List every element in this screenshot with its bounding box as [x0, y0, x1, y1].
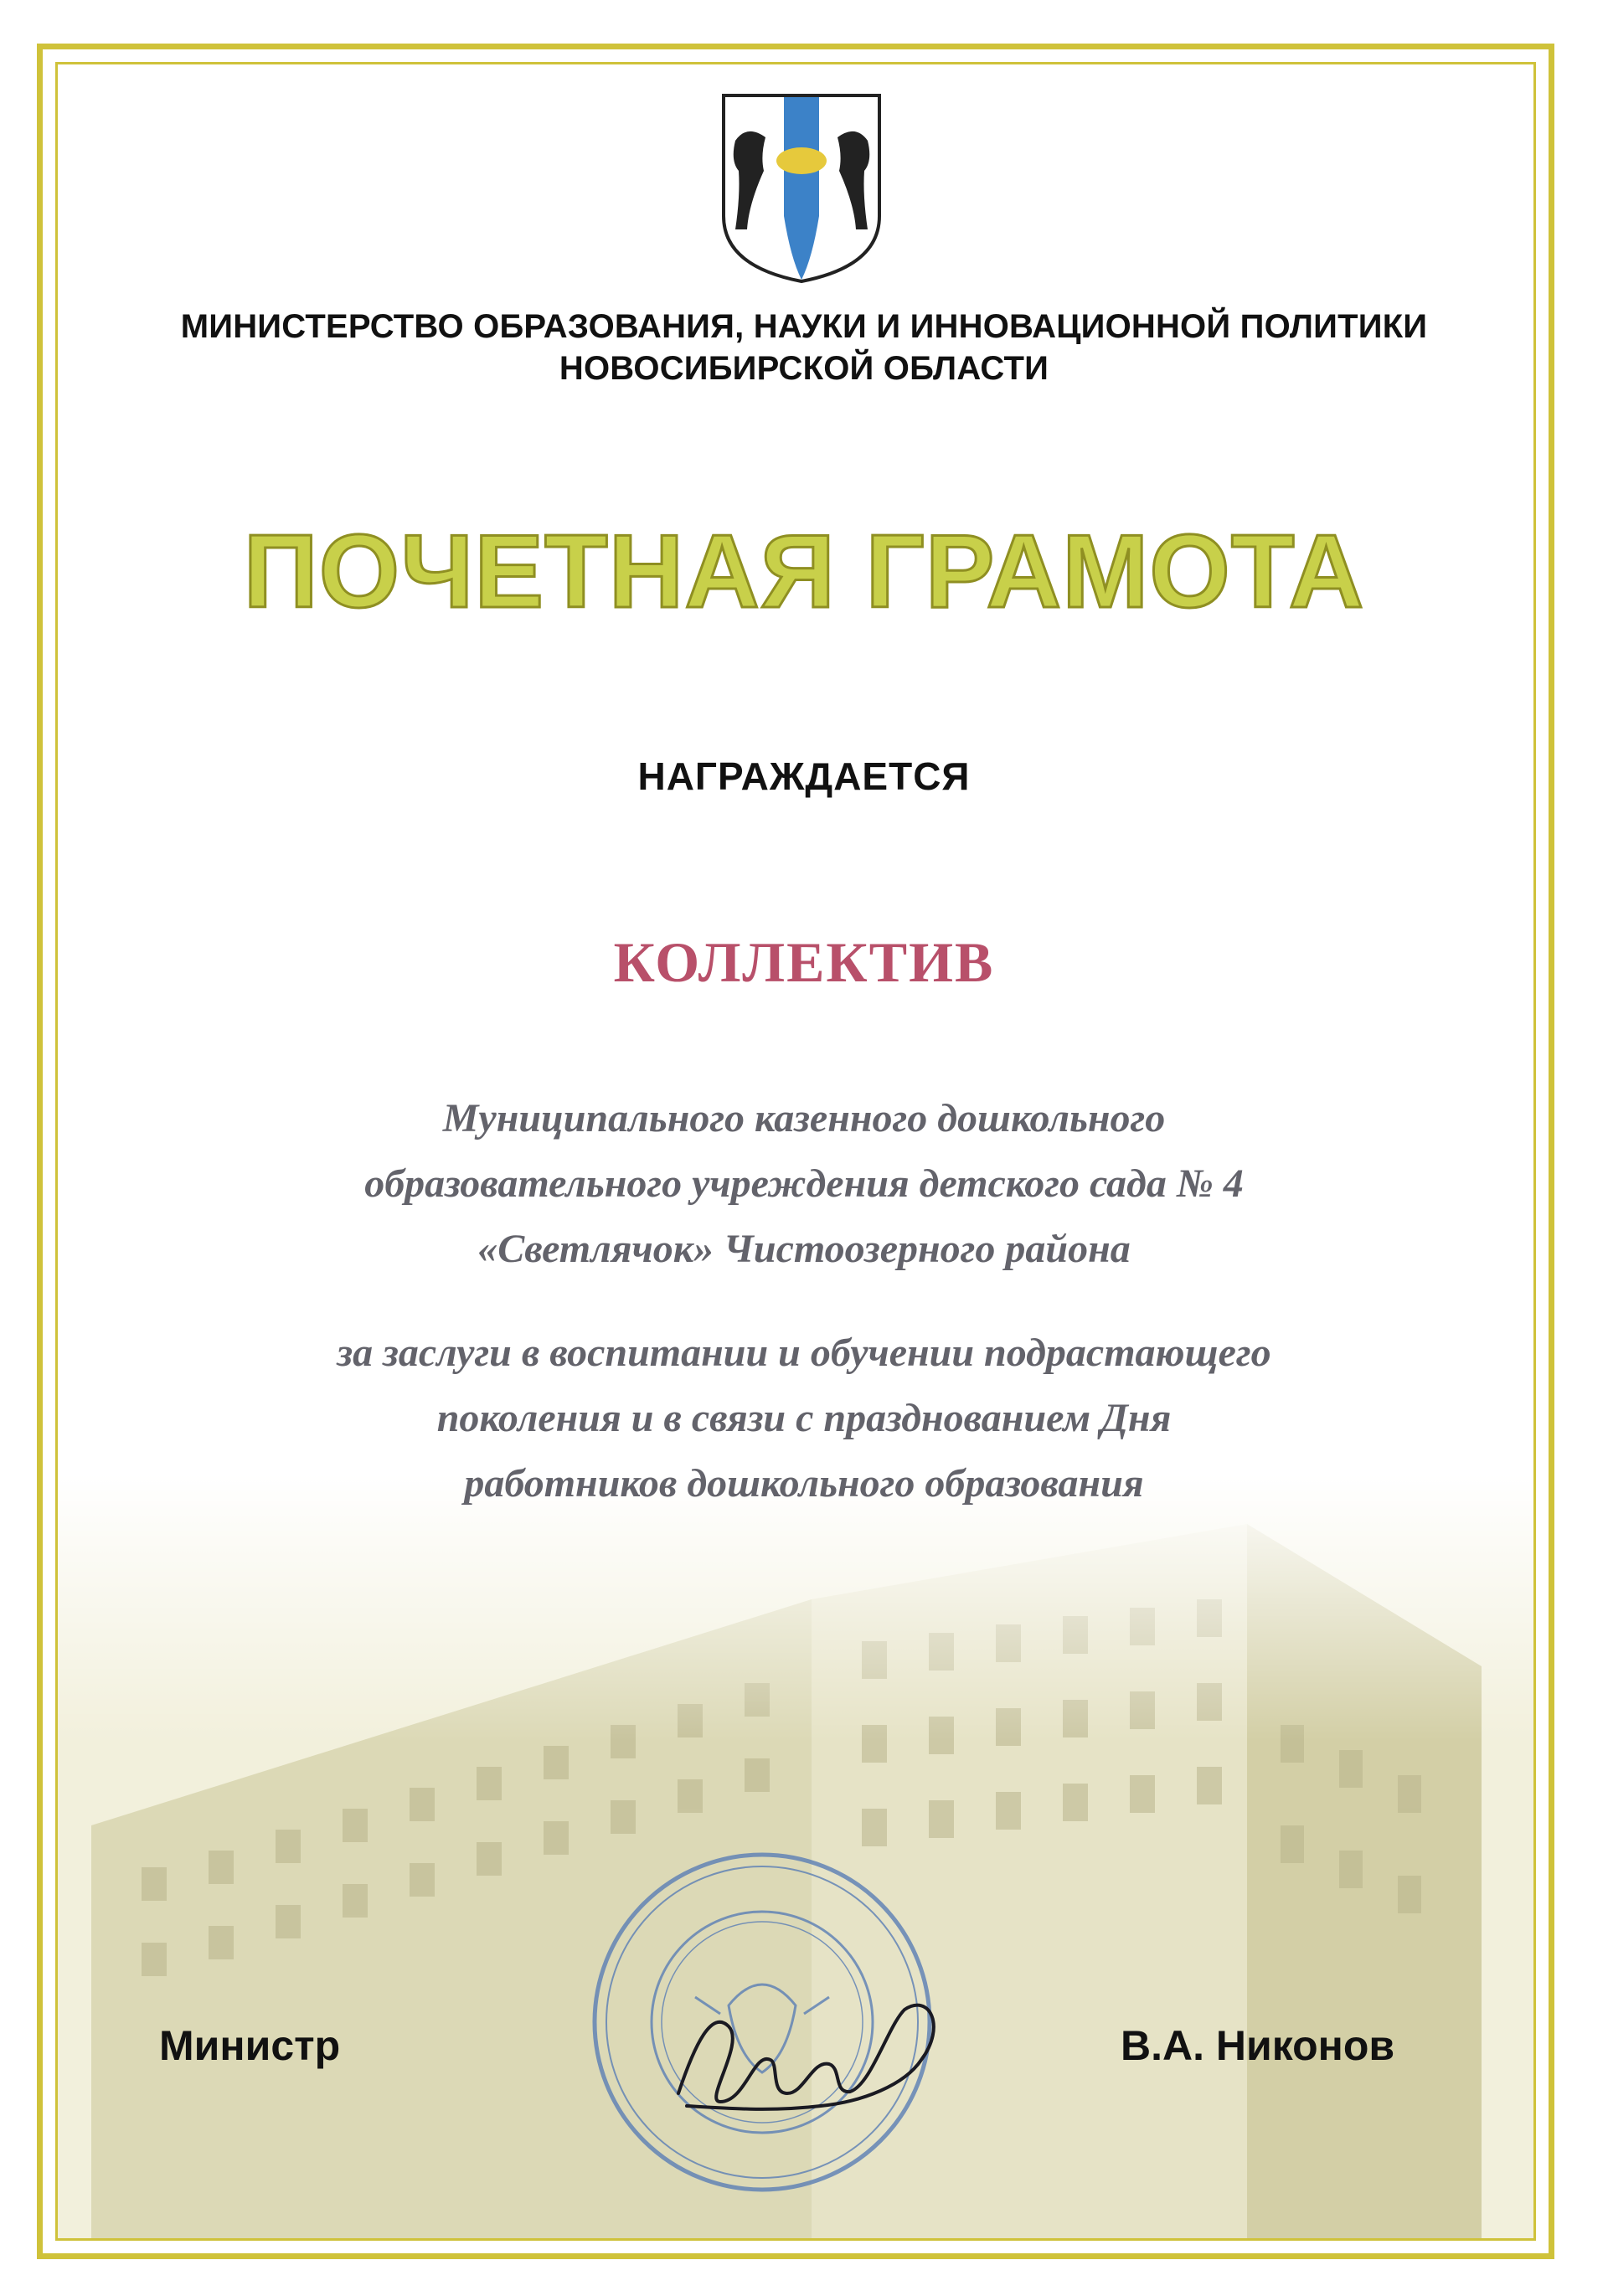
certificate-title: ПОЧЕТНАЯ ГРАМОТА [243, 514, 1365, 630]
ministry-name-line1: МИНИСТЕРСТВО ОБРАЗОВАНИЯ, НАУКИ И ИННОВАЦИОННОЙ ПОЛИТИКИ [180, 308, 1428, 345]
recipient-heading: КОЛЛЕКТИВ [613, 930, 995, 994]
ministry-name-line2: НОВОСИБИРСКОЙ ОБЛАСТИ [559, 350, 1049, 387]
reason-line-1: за заслуги в воспитании и обучении подрастающего [337, 1331, 1271, 1375]
recipient-line-3: «Светлячок» Чистоозерного района [477, 1227, 1131, 1271]
signatory-name: В.А. Никонов [1121, 2022, 1395, 2069]
handwritten-signature-icon [653, 1959, 972, 2127]
recipient-line-1: Муниципального казенного дошкольного [442, 1096, 1166, 1140]
novosibirsk-coat-of-arms-icon [719, 90, 884, 285]
recipient-line-2: образовательного учреждения детского сада № 4 [364, 1161, 1244, 1206]
awarded-label: НАГРАЖДАЕТСЯ [637, 754, 971, 798]
reason-line-3: работников дошкольного образования [464, 1461, 1144, 1506]
signatory-position: Министр [159, 2022, 341, 2069]
reason-line-2: поколения и в связи с празднованием Дня [436, 1396, 1172, 1440]
